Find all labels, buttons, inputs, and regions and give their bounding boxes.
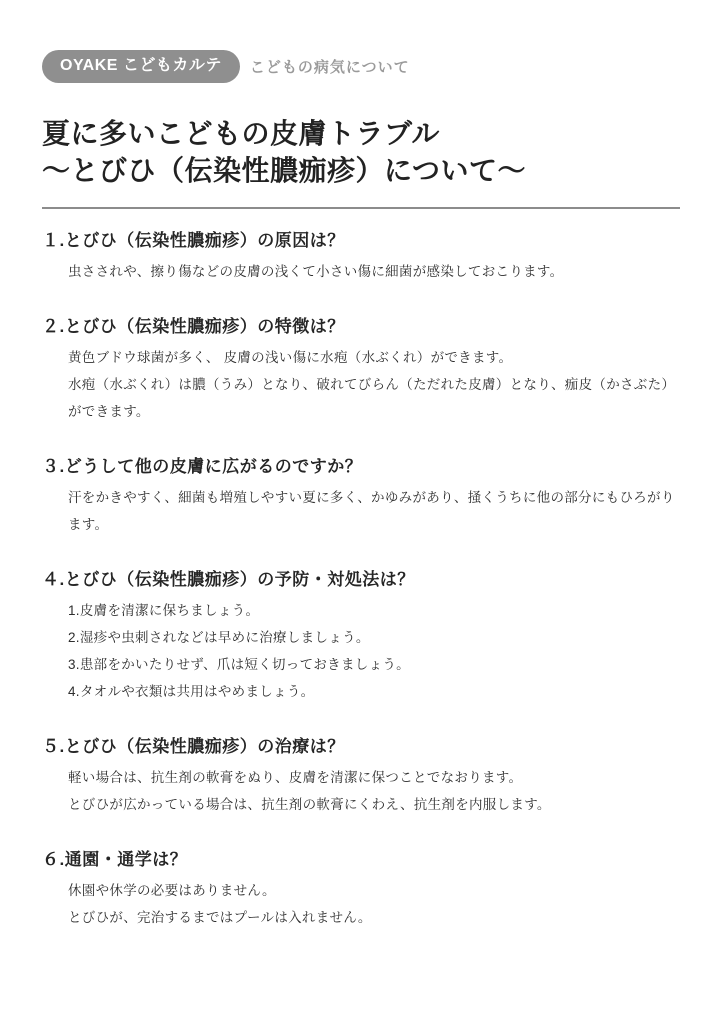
section-heading: １.とびひ（伝染性膿痂疹）の原因は？ (42, 231, 345, 250)
section-body (42, 877, 684, 931)
divider-line (42, 207, 680, 209)
section-heading: ６.通園・通学は？ (42, 850, 188, 869)
qa-sections (42, 230, 684, 931)
body-line: 虫さされや、擦り傷などの皮膚の浅くて小さい傷に細菌が感染しておこります。 (68, 264, 564, 279)
page-title (42, 115, 684, 189)
body-line: とびひが、完治するまではプールは入れません。 (68, 910, 372, 925)
section-body (42, 764, 684, 818)
section-heading: ２.とびひ（伝染性膿痂疹）の特徴は？ (42, 317, 345, 336)
section-body (42, 258, 684, 285)
section-cause (42, 230, 684, 285)
section-school (42, 849, 684, 931)
section-heading: ３.どうして他の皮膚に広がるのですか？ (42, 457, 363, 476)
title-line-2: 〜とびひ（伝染性膿痂疹）について〜 (42, 155, 526, 186)
section-body (42, 344, 684, 425)
section-spread (42, 456, 684, 538)
body-line: とびひが広かっている場合は、抗生剤の軟膏にくわえ、抗生剤を内服します。 (68, 797, 551, 812)
body-line: 1.皮膚を清潔に保ちましょう。 (68, 603, 260, 618)
body-line: 汗をかきやすく、細菌も増殖しやすい夏に多く、かゆみがあり、掻くうちに他の部分にもひろがります。 (68, 490, 675, 532)
brand-badge: OYAKE こどもカルテ (42, 50, 240, 83)
section-treatment (42, 736, 684, 818)
body-line: 黄色ブドウ球菌が多く、 皮膚の浅い傷に水疱（水ぶくれ）ができます。 (68, 350, 513, 365)
body-line: 3.患部をかいたりせず、爪は短く切っておきましょう。 (68, 657, 410, 672)
section-features (42, 316, 684, 425)
body-line: 軽い場合は、抗生剤の軟膏をぬり、皮膚を清潔に保つことでなおります。 (68, 770, 523, 785)
section-heading: ５.とびひ（伝染性膿痂疹）の治療は？ (42, 737, 345, 756)
page-header (42, 50, 684, 83)
section-heading: ４.とびひ（伝染性膿痂疹）の予防・対処法は？ (42, 570, 415, 589)
title-line-1: 夏に多いこどもの皮膚トラブル (42, 118, 440, 149)
body-line: 4.タオルや衣類は共用はやめましょう。 (68, 684, 315, 699)
section-body (42, 484, 684, 538)
body-line: 休園や休学の必要はありません。 (68, 883, 276, 898)
body-line: 2.湿疹や虫刺されなどは早めに治療しましょう。 (68, 630, 370, 645)
category-label: こどもの病気について (249, 59, 410, 76)
section-body (42, 597, 684, 705)
body-line: 水疱（水ぶくれ）は膿（うみ）となり、破れてびらん（ただれた皮膚）となり、痂皮（かさぶた）ができます。 (68, 377, 676, 419)
section-prevention (42, 569, 684, 705)
